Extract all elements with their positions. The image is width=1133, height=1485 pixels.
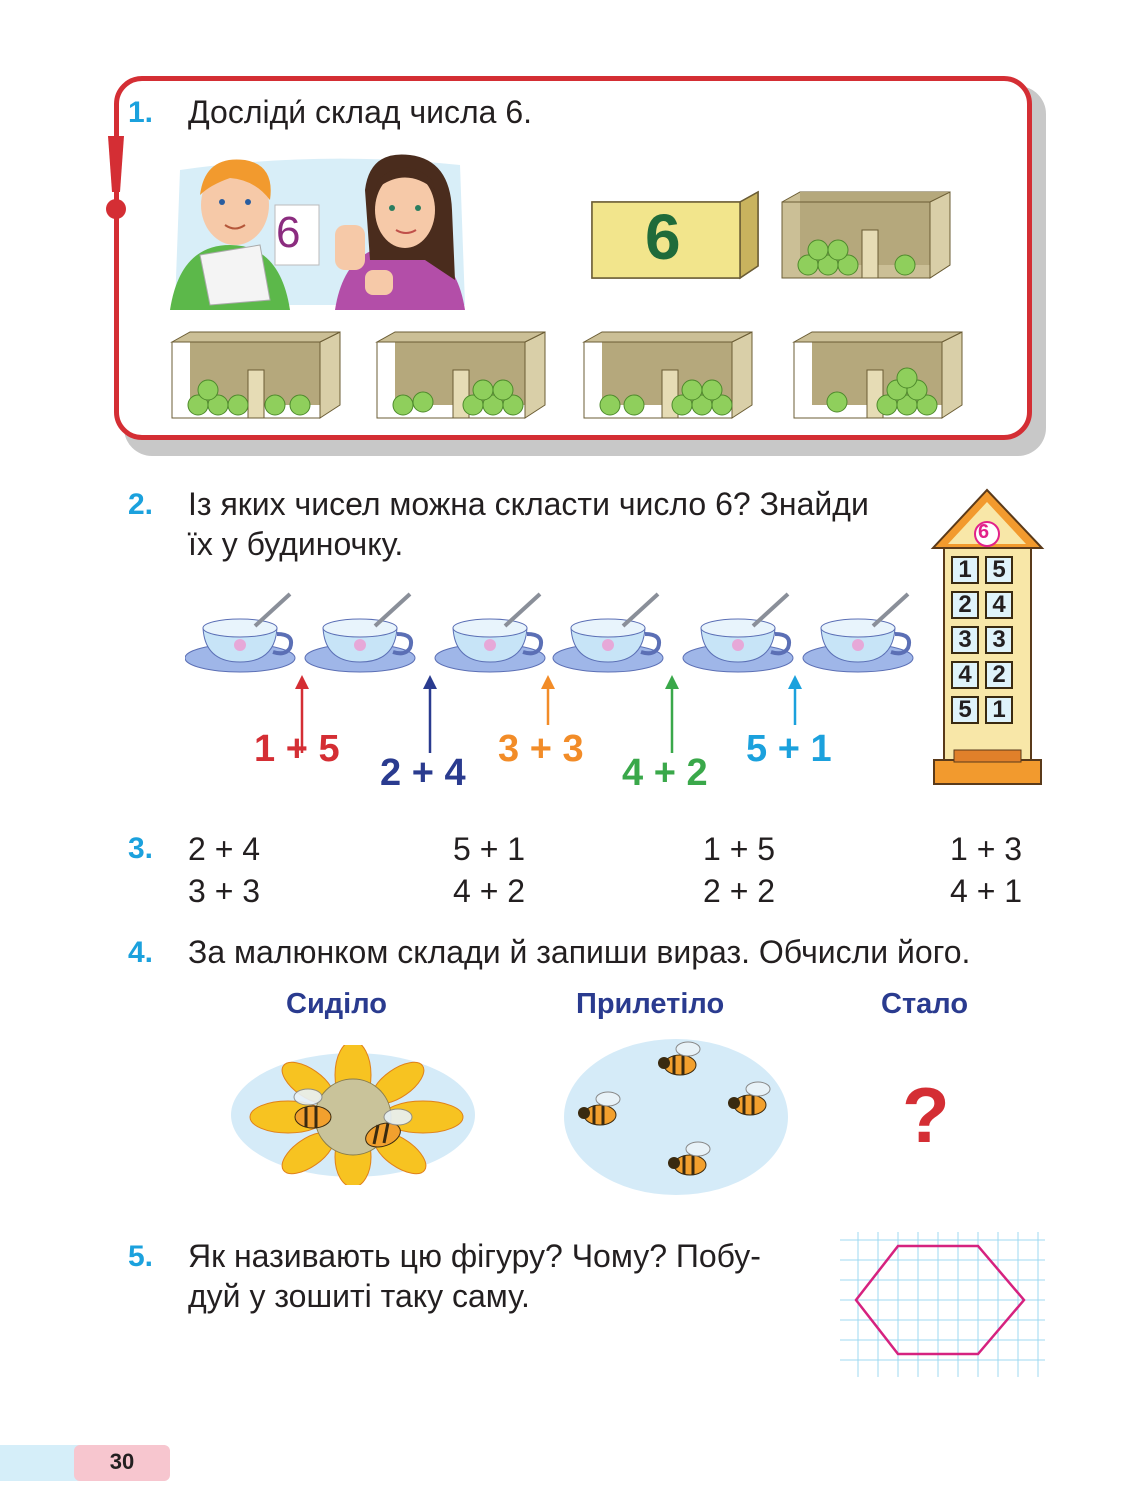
page-number: 30 [109, 1449, 135, 1474]
expression-2: 2 + 4 [380, 752, 466, 794]
task3-column-3 [703, 828, 775, 912]
house-row [951, 556, 1013, 584]
house-cell: 3 [985, 626, 1013, 654]
ball-box-2 [170, 330, 345, 420]
expression-3: 3 + 3 [498, 728, 584, 770]
task3-expr: 5 + 1 [453, 831, 526, 867]
house-cell: 2 [985, 661, 1013, 689]
ball-box-1 [780, 190, 955, 280]
card-number: 6 [276, 208, 301, 257]
flower-bees-illustration [228, 1045, 478, 1185]
house-cell: 5 [951, 696, 979, 724]
task3-expr: 2 + 2 [703, 873, 776, 909]
task5-number: 5. [128, 1240, 154, 1273]
flying-bees-illustration [560, 1035, 792, 1200]
task1-number: 1. [128, 96, 154, 129]
house-cell: 4 [985, 591, 1013, 619]
task3-column-2 [453, 828, 525, 912]
task2-number: 2. [128, 488, 154, 521]
ball-box-3 [375, 330, 550, 420]
task4-number: 4. [128, 936, 154, 969]
house-cell: 1 [985, 696, 1013, 724]
box-number: 6 [645, 201, 681, 273]
expression-5: 5 + 1 [746, 728, 832, 770]
task1-text: Досліди́ склад числа 6. [188, 94, 533, 130]
house-row [951, 696, 1013, 724]
house-cell: 5 [985, 556, 1013, 584]
task3-column-1 [188, 828, 260, 912]
exclamation-icon [104, 136, 128, 220]
ball-box-4 [582, 330, 757, 420]
task5-text-line2: дуй у зошиті таку саму. [188, 1278, 530, 1314]
house-cell: 1 [951, 556, 979, 584]
ball-box-5 [792, 330, 967, 420]
children-illustration [170, 150, 470, 310]
hexagon-grid [840, 1232, 1045, 1377]
house-cell: 4 [951, 661, 979, 689]
task3-expr: 3 + 3 [188, 873, 261, 909]
task2-text-line1: Із яких чисел можна скласти число 6? Знайди [188, 486, 869, 522]
expression-1: 1 + 5 [254, 728, 340, 770]
task4-text: За малюнком склади й запиши вираз. Обчисли його. [188, 934, 971, 970]
task3-expr: 1 + 3 [950, 831, 1023, 867]
task3-expr: 4 + 2 [453, 873, 526, 909]
task3-expr: 2 + 4 [188, 831, 261, 867]
task3-expr: 1 + 5 [703, 831, 776, 867]
task3-expr: 4 + 1 [950, 873, 1023, 909]
page-number-tab [0, 1445, 170, 1485]
house-row [951, 661, 1013, 689]
house-row [951, 591, 1013, 619]
teacups-row [185, 590, 925, 680]
task2-text-line2: їх у будиночку. [188, 526, 404, 562]
expression-4: 4 + 2 [622, 752, 708, 794]
house-cell: 2 [951, 591, 979, 619]
question-mark: ? [902, 1071, 950, 1159]
label-became: Стало [881, 988, 969, 1020]
house-row [951, 626, 1013, 654]
house-grid [951, 556, 1013, 731]
task3-column-4 [950, 828, 1022, 912]
task3-number: 3. [128, 832, 154, 865]
task5-text-line1: Як називають цю фігуру? Чому? Побу- [188, 1238, 761, 1274]
label-flew: Прилетіло [576, 988, 725, 1020]
house-top-number: 6 [978, 521, 990, 543]
house-cell: 3 [951, 626, 979, 654]
label-sat: Сиділо [286, 988, 387, 1020]
